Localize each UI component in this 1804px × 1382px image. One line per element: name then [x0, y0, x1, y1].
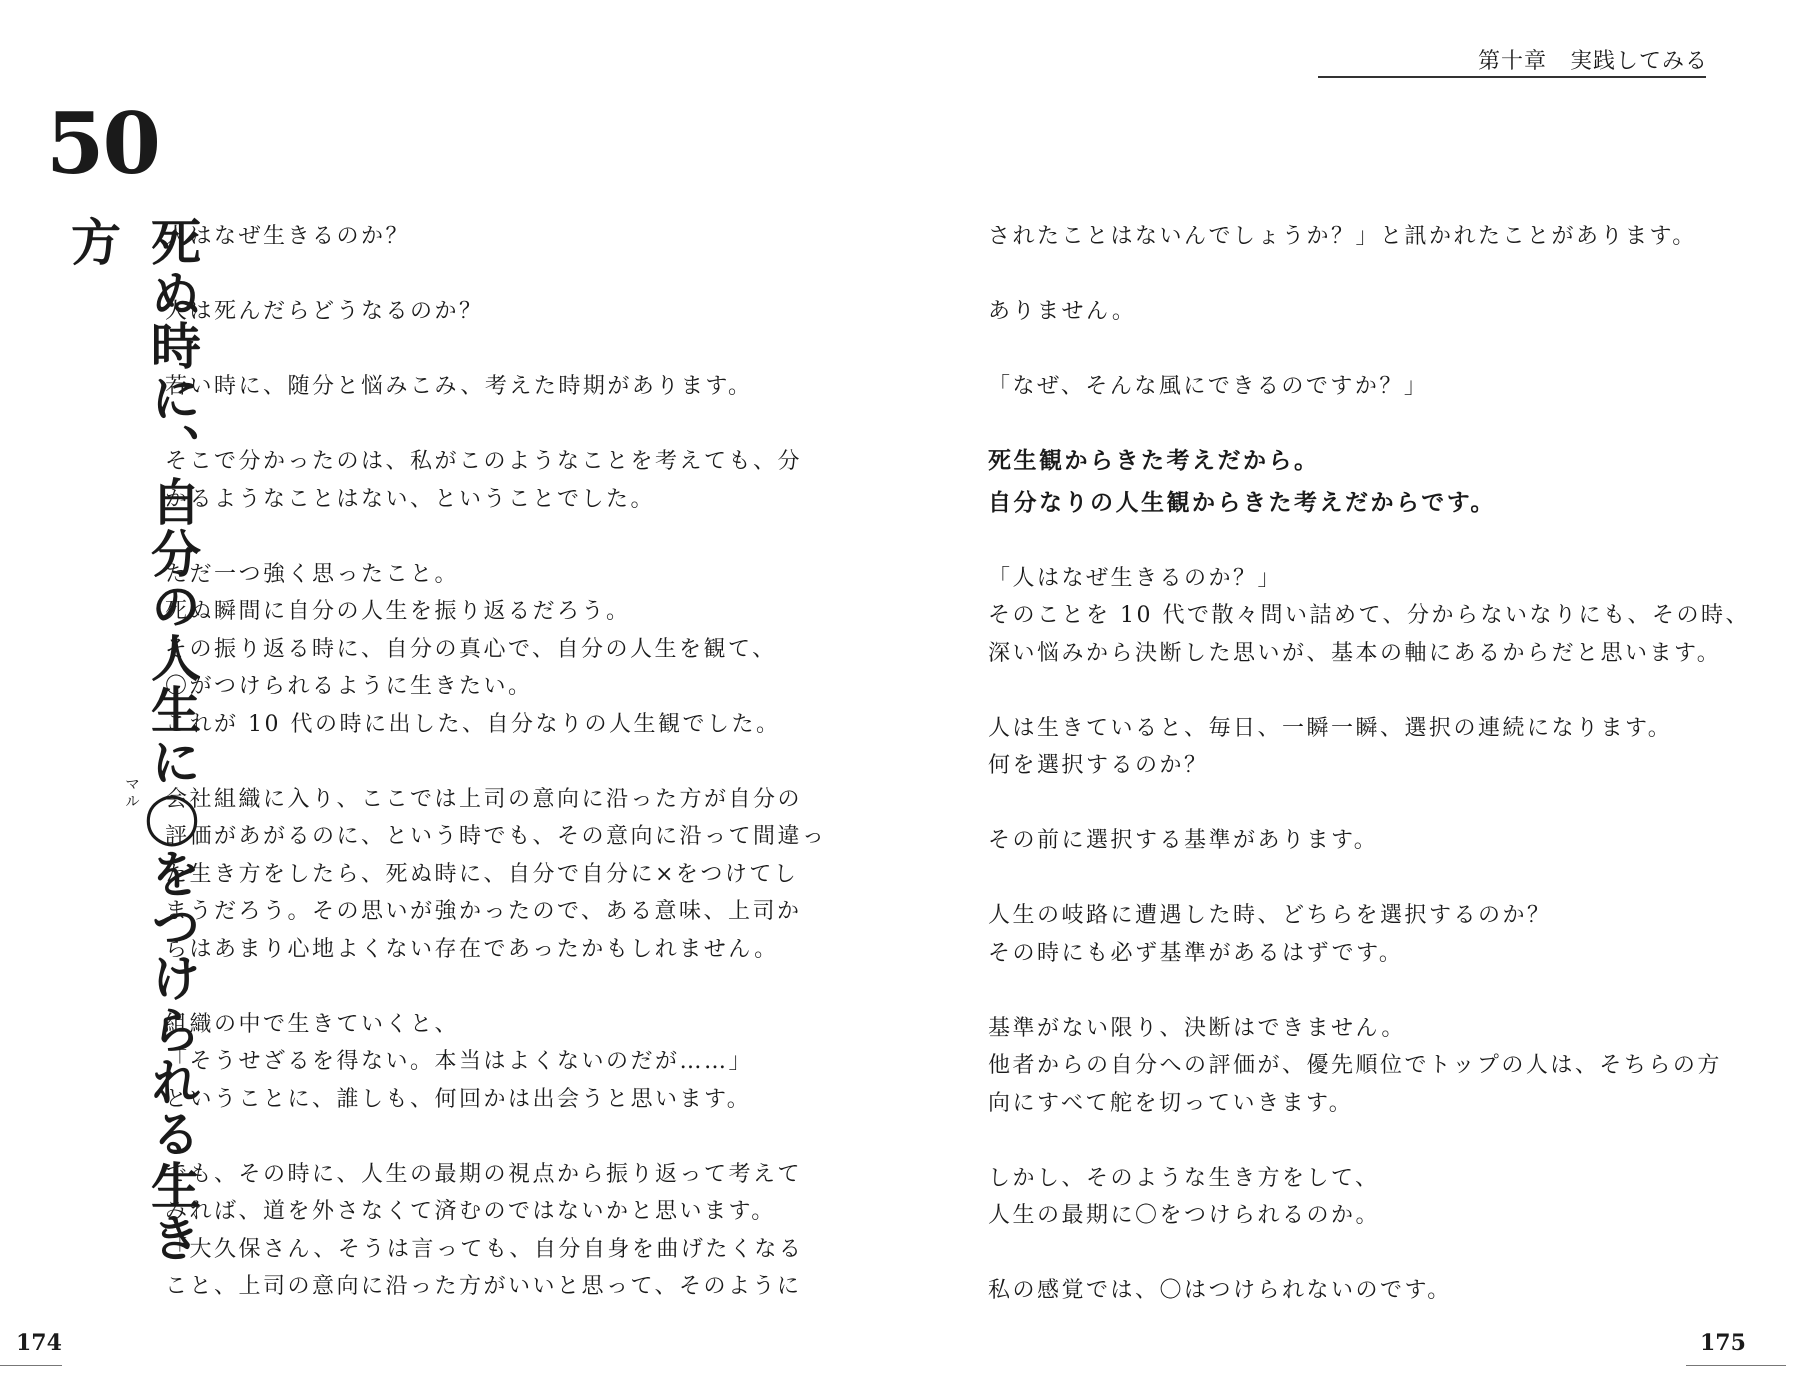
section-title-text: 死ぬ時に、自分の人生に◯をつけられる生き方 — [63, 216, 201, 1264]
text-line: 人生の最期に〇をつけられるのか。 — [988, 1203, 1381, 1228]
text-line: らはあまり心地よくない存在であったかもしれません。 — [165, 936, 779, 962]
text-line: 深い悩みから決断した思いが、基本の軸にあるからだと思います。 — [988, 640, 1722, 666]
paragraph-gap — [988, 256, 1718, 294]
text-line: 他者からの自分への評価が、優先順位でトップの人は、そちらの方 — [988, 1053, 1722, 1078]
section-number: 50 — [46, 94, 159, 193]
chapter-header: 第十章 実践してみる — [1477, 49, 1708, 74]
paragraph-gap — [165, 331, 785, 369]
paragraph-gap — [988, 785, 1718, 823]
text-line: 「大久保さん、そうは言っても、自分自身を曲げたくなる — [165, 1236, 804, 1262]
text-line: 「なぜ、そんな風にできるのですか？」 — [988, 374, 1429, 399]
paragraph-gap — [165, 406, 785, 444]
page-number-left: 174 — [16, 1330, 62, 1356]
text-line: 人生の岐路に遭遇した時、どちらを選択するのか？ — [988, 903, 1552, 928]
paragraph-gap — [165, 968, 785, 1006]
header-rule — [1318, 76, 1706, 78]
paragraph-gap — [988, 972, 1718, 1010]
text-line: 人はなぜ生きるのか？ — [165, 224, 411, 249]
title-ruby: マル — [123, 776, 141, 810]
text-line: 私の感覚では、〇はつけられないのです。 — [988, 1278, 1452, 1303]
text-line: これが 10 代の時に出した、自分なりの人生観でした。 — [165, 711, 781, 737]
paragraph-gap — [165, 256, 785, 294]
paragraph-gap — [988, 672, 1718, 710]
text-line: そこで分かったのは、私がこのようなことを考えても、分 — [165, 449, 803, 474]
text-line: その時にも必ず基準があるはずです。 — [988, 940, 1404, 966]
emphasis-line: 死生観からきた考えだから。 — [988, 448, 1320, 474]
right-page-body — [988, 218, 1751, 1310]
paragraph-gap — [988, 406, 1718, 444]
text-line: た生き方をしたら、死ぬ時に、自分で自分に×をつけてし — [165, 861, 799, 887]
page-number-right: 175 — [1700, 1330, 1746, 1356]
text-line: 〇がつけられるように生きたい。 — [165, 674, 533, 699]
left-page-body — [165, 218, 827, 1306]
text-line: でも、その時に、人生の最期の視点から振り返って考えて — [165, 1161, 803, 1187]
text-line: されたことはないんでしょうか？」と訊かれたことがあります。 — [988, 224, 1697, 249]
text-line: 死ぬ瞬間に自分の人生を振り返るだろう。 — [165, 599, 631, 624]
text-line: 組織の中で生きていくと、 — [165, 1011, 460, 1037]
text-line: その前に選択する基準があります。 — [988, 828, 1379, 853]
paragraph-gap — [988, 1235, 1718, 1273]
emphasis-line: 自分なりの人生観からきた考えだからです。 — [988, 489, 1496, 516]
text-line: まうだろう。その思いが強かったので、ある意味、上司か — [165, 899, 802, 924]
paragraph-gap — [988, 331, 1718, 369]
text-line: ありません。 — [988, 299, 1137, 324]
text-line: 評価があがるのに、という時でも、その意向に沿って間違っ — [165, 824, 827, 849]
text-line: 人は生きていると、毎日、一瞬一瞬、選択の連続になります。 — [988, 715, 1673, 741]
text-line: 何を選択するのか？ — [988, 753, 1209, 778]
text-line: 「そうせざるを得ない。本当はよくないのだが……」 — [165, 1049, 754, 1074]
text-line: 基準がない限り、決断はできません。 — [988, 1015, 1406, 1041]
text-line: 若い時に、随分と悩みこみ、考えた時期があります。 — [165, 374, 753, 399]
paragraph-gap — [165, 1118, 785, 1156]
text-line: その振り返る時に、自分の真心で、自分の人生を観て、 — [165, 636, 777, 662]
paragraph-gap — [988, 860, 1718, 898]
paragraph-gap — [165, 518, 785, 556]
footer-rule-right — [1686, 1365, 1786, 1366]
text-line: みれば、道を外さなくて済むのではないかと思います。 — [165, 1199, 776, 1224]
text-line: ということに、誰しも、何回かは出会うと思います。 — [165, 1086, 752, 1112]
footer-rule-left — [0, 1365, 62, 1366]
paragraph-gap — [988, 1122, 1718, 1160]
section-title — [52, 216, 201, 1296]
text-line: しかし、そのような生き方をして、 — [988, 1165, 1380, 1191]
text-line: ただ一つ強く思ったこと。 — [165, 561, 460, 587]
text-line: 会社組織に入り、ここでは上司の意向に沿った方が自分の — [165, 786, 803, 812]
text-line: かるようなことはない、ということでした。 — [165, 486, 656, 512]
text-line: 人は死んだらどうなるのか？ — [165, 299, 484, 324]
text-line: 向にすべて舵を切っていきます。 — [988, 1090, 1354, 1116]
paragraph-gap — [988, 522, 1718, 560]
text-line: 「人はなぜ生きるのか？」 — [988, 565, 1283, 591]
text-line: そのことを 10 代で散々問い詰めて、分からないなりにも、その時、 — [988, 603, 1751, 628]
text-line: こと、上司の意向に沿った方がいいと思って、そのように — [165, 1274, 802, 1299]
paragraph-gap — [165, 743, 785, 781]
